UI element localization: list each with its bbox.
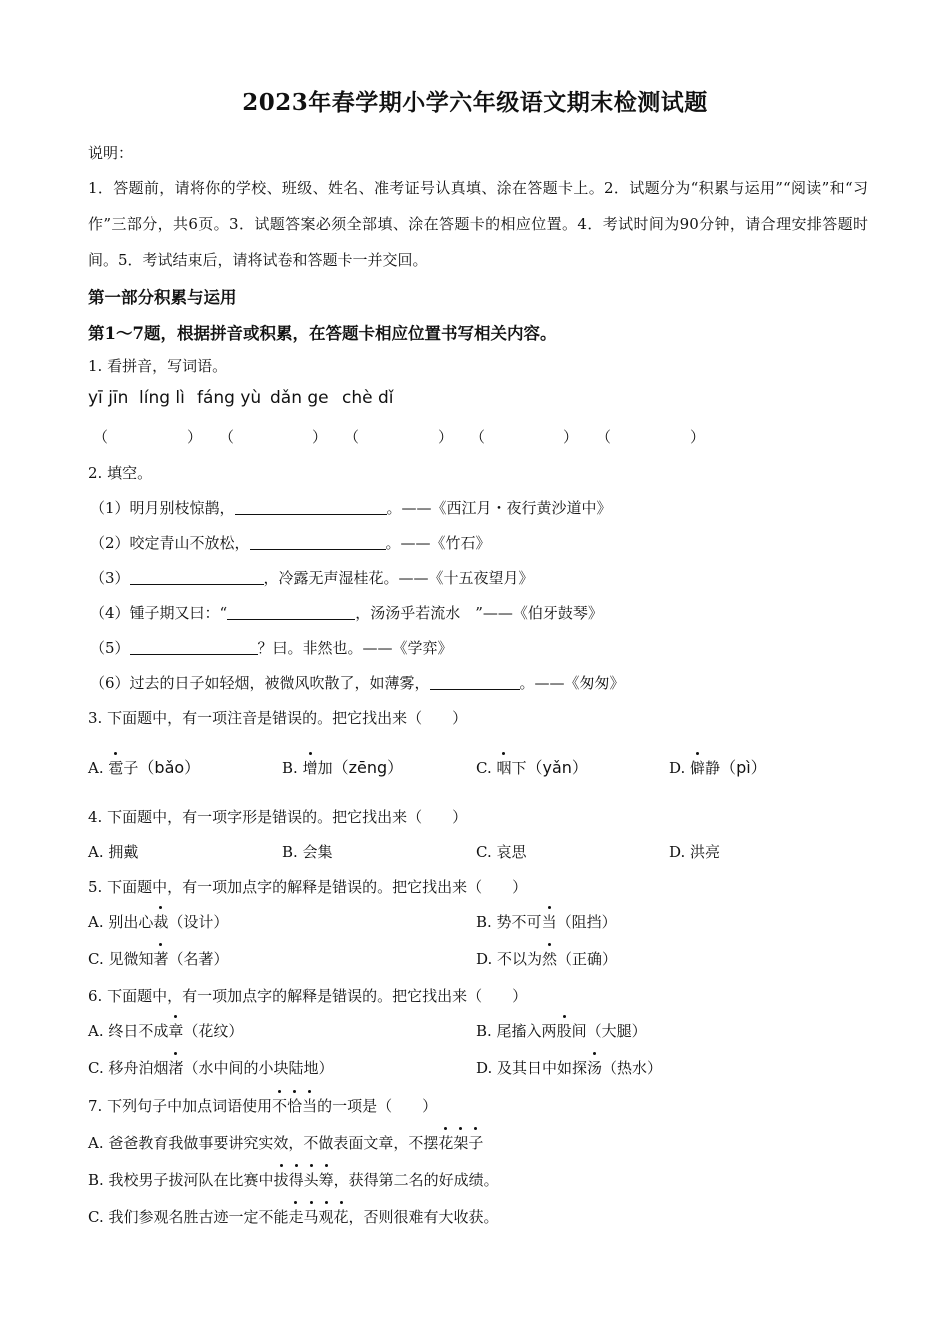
q6-option-d[interactable]: [476, 1057, 662, 1078]
option-letter: D.: [669, 759, 691, 777]
question-1-stem: 1. 看拼音，写词语。: [88, 357, 228, 375]
dotted-char: 著: [153, 950, 169, 968]
option-pinyin: （yǎn）: [526, 758, 588, 777]
dotted-char: 当: [541, 913, 557, 931]
q5-option-a[interactable]: [88, 911, 228, 932]
question-5-stem: 5. 下面题中，有一项加点字的解释是错误的。把它找出来（ ）: [88, 878, 528, 896]
section-instruction: 第1～7题，根据拼音或积累，在答题卡相应位置书写相关内容。: [88, 324, 557, 343]
option-text: （设计）: [168, 913, 229, 931]
option-text: B. 尾搐入两: [476, 1022, 557, 1040]
q7-option-a[interactable]: [88, 1132, 483, 1153]
fill-item-text: （5）: [90, 639, 130, 657]
option-text: （阻挡）: [556, 913, 617, 931]
pinyin-3: fáng yù: [197, 388, 262, 408]
option-text: D. 及其日中如探: [476, 1059, 588, 1077]
dotted-char: 裁: [153, 913, 169, 931]
dotted-char: 咽: [496, 759, 512, 777]
option-text: B. 我校男子拔河队在比赛中: [88, 1171, 274, 1189]
option-text: （名著）: [168, 950, 229, 968]
dotted-char: 不: [272, 1097, 288, 1115]
option-text: （热水）: [602, 1059, 663, 1077]
option-letter: C.: [476, 759, 497, 777]
option-text: 间（大腿）: [571, 1022, 647, 1040]
answer-paren-close-5: ）: [690, 428, 706, 446]
dotted-char: 筹: [318, 1171, 334, 1189]
option-pinyin: （bǎo）: [138, 758, 201, 777]
option-text: 静: [705, 759, 721, 777]
option-text: （花纹）: [183, 1022, 244, 1040]
dotted-char: 架: [453, 1134, 469, 1152]
fill-item-text: （3）: [90, 569, 130, 587]
question-2-stem: 2. 填空。: [88, 464, 153, 482]
dotted-char: 僻: [690, 759, 706, 777]
fill-blank[interactable]: [430, 675, 520, 690]
option-text: C. 移舟泊烟: [88, 1059, 169, 1077]
q6-option-b[interactable]: [476, 1020, 647, 1041]
q3-option-a[interactable]: [88, 755, 200, 778]
answer-paren-open-4: （: [470, 428, 486, 446]
answer-paren-open-5: （: [596, 428, 612, 446]
question-7-stem: [88, 1095, 437, 1116]
q3-option-d[interactable]: [669, 755, 767, 778]
answer-paren-open-3: （: [344, 428, 360, 446]
option-pinyin: （zēng）: [332, 758, 404, 777]
answer-paren-close-1: ）: [187, 428, 203, 446]
q4-option-b[interactable]: B. 会集: [282, 843, 333, 861]
fill-item-text: （2）咬定青山不放松，: [90, 534, 250, 552]
dotted-char: 然: [542, 950, 558, 968]
fill-item-3: [90, 567, 534, 588]
fill-item-text: ，冷露无声湿桂花。——《十五夜望月》: [263, 569, 534, 587]
option-text: D. 不以为: [476, 950, 543, 968]
fill-item-6: [90, 672, 625, 693]
dotted-char: 走: [288, 1208, 304, 1226]
answer-paren-close-3: ）: [438, 428, 454, 446]
notes-body: 1．答题前，请将你的学校、班级、姓名、准考证号认真填、涂在答题卡上。2．试题分为“积累与运用”“阅读”和“习作”三部分，共6页。3．试题答案必须全部填、涂在答题卡的相应位置。4．考试时间为90分钟，请合理安排答题时间。5．考试结束后，请将试卷和答题卡一并交回。: [88, 179, 868, 269]
question-6-stem: 6. 下面题中，有一项加点字的解释是错误的。把它找出来（ ）: [88, 987, 528, 1005]
dotted-char: 子: [468, 1134, 484, 1152]
dotted-char: 马: [303, 1208, 319, 1226]
fill-blank[interactable]: [250, 535, 386, 550]
answer-paren-close-2: ）: [312, 428, 328, 446]
fill-blank[interactable]: [130, 570, 264, 585]
question-3-stem: 3. 下面题中，有一项注音是错误的。把它找出来（ ）: [88, 709, 468, 727]
q3-option-b[interactable]: [282, 755, 403, 778]
fill-item-4: [90, 602, 603, 623]
pinyin-2: líng lì: [139, 388, 185, 408]
dotted-char: 雹: [108, 759, 124, 777]
answer-paren-open-2: （: [219, 428, 235, 446]
q5-option-c[interactable]: [88, 948, 229, 969]
dotted-char: 股: [556, 1022, 572, 1040]
q5-option-b[interactable]: [476, 911, 617, 932]
dotted-char: 当: [302, 1097, 318, 1115]
exam-title: 2023年春学期小学六年级语文期末检测试题: [242, 89, 708, 116]
dotted-char: 汤: [587, 1059, 603, 1077]
dotted-char: 花: [438, 1134, 454, 1152]
fill-item-5: [90, 637, 453, 658]
pinyin-1: yī jīn: [88, 388, 129, 408]
q7-option-b[interactable]: [88, 1169, 499, 1190]
q4-option-d[interactable]: D. 洪亮: [669, 843, 721, 861]
part-heading: 第一部分积累与运用: [88, 288, 237, 307]
fill-item-text: 。——《竹石》: [385, 534, 491, 552]
stem-text: 7. 下列句子中加点词语使用: [88, 1097, 273, 1115]
dotted-char: 章: [168, 1022, 184, 1040]
dotted-char: 恰: [287, 1097, 303, 1115]
fill-item-2: [90, 532, 491, 553]
option-text: （正确）: [557, 950, 618, 968]
option-text: A. 爸爸教育我做事要讲究实效，不做表面文章，不摆: [88, 1134, 439, 1152]
notes-label: 说明：: [88, 144, 134, 162]
option-text: 加: [317, 759, 333, 777]
q3-option-c[interactable]: [476, 755, 588, 778]
fill-item-text: 。——《西江月・夜行黄沙道中》: [386, 499, 612, 517]
option-text: A. 别出心: [88, 913, 154, 931]
option-letter: B.: [282, 759, 303, 777]
answer-paren-open-1: （: [93, 428, 109, 446]
option-text: 下: [511, 759, 527, 777]
fill-blank[interactable]: [130, 640, 258, 655]
dotted-char: 增: [302, 759, 318, 777]
fill-item-text: （6）过去的日子如轻烟，被微风吹散了，如薄雾，: [90, 674, 430, 692]
option-pinyin: （pì）: [720, 758, 767, 777]
fill-item-1: [90, 497, 612, 518]
option-text: A. 终日不成: [88, 1022, 169, 1040]
option-text: C. 我们参观名胜古迹一定不能: [88, 1208, 289, 1226]
option-text: B. 势不可: [476, 913, 542, 931]
option-text: ，获得第二名的好成绩。: [333, 1171, 499, 1189]
dotted-char: 观: [318, 1208, 334, 1226]
dotted-char: 拔: [273, 1171, 289, 1189]
pinyin-5: chè dǐ: [342, 388, 394, 408]
option-letter: A.: [88, 759, 109, 777]
fill-blank[interactable]: [227, 605, 355, 620]
dotted-char: 花: [333, 1208, 349, 1226]
fill-item-text: ？曰。非然也。——《学弈》: [257, 639, 453, 657]
q4-option-c[interactable]: C. 哀思: [476, 843, 527, 861]
dotted-char: 渚: [168, 1059, 184, 1077]
option-text: ，否则很难有大收获。: [348, 1208, 499, 1226]
option-text: 子: [123, 759, 139, 777]
dotted-char: 得: [288, 1171, 304, 1189]
option-text: （水中间的小块陆地）: [183, 1059, 334, 1077]
answer-paren-close-4: ）: [563, 428, 579, 446]
question-4-stem: 4. 下面题中，有一项字形是错误的。把它找出来（ ）: [88, 808, 468, 826]
option-text: C. 见微知: [88, 950, 154, 968]
q6-option-c[interactable]: [88, 1057, 334, 1078]
q7-option-c[interactable]: [88, 1206, 499, 1227]
fill-item-text: （1）明月别枝惊鹊，: [90, 499, 235, 517]
q5-option-d[interactable]: [476, 948, 617, 969]
fill-item-text: （4）锺子期又曰：“: [90, 604, 228, 622]
pinyin-4: dǎn ge: [270, 388, 329, 408]
stem-text: 的一项是（ ）: [317, 1097, 438, 1115]
fill-item-text: 。——《匆匆》: [519, 674, 625, 692]
fill-item-text: ，汤汤乎若流水 ”——《伯牙鼓琴》: [355, 604, 603, 622]
fill-blank[interactable]: [235, 500, 387, 515]
dotted-char: 头: [303, 1171, 319, 1189]
q6-option-a[interactable]: [88, 1020, 243, 1041]
q4-option-a[interactable]: A. 拥戴: [88, 843, 139, 861]
